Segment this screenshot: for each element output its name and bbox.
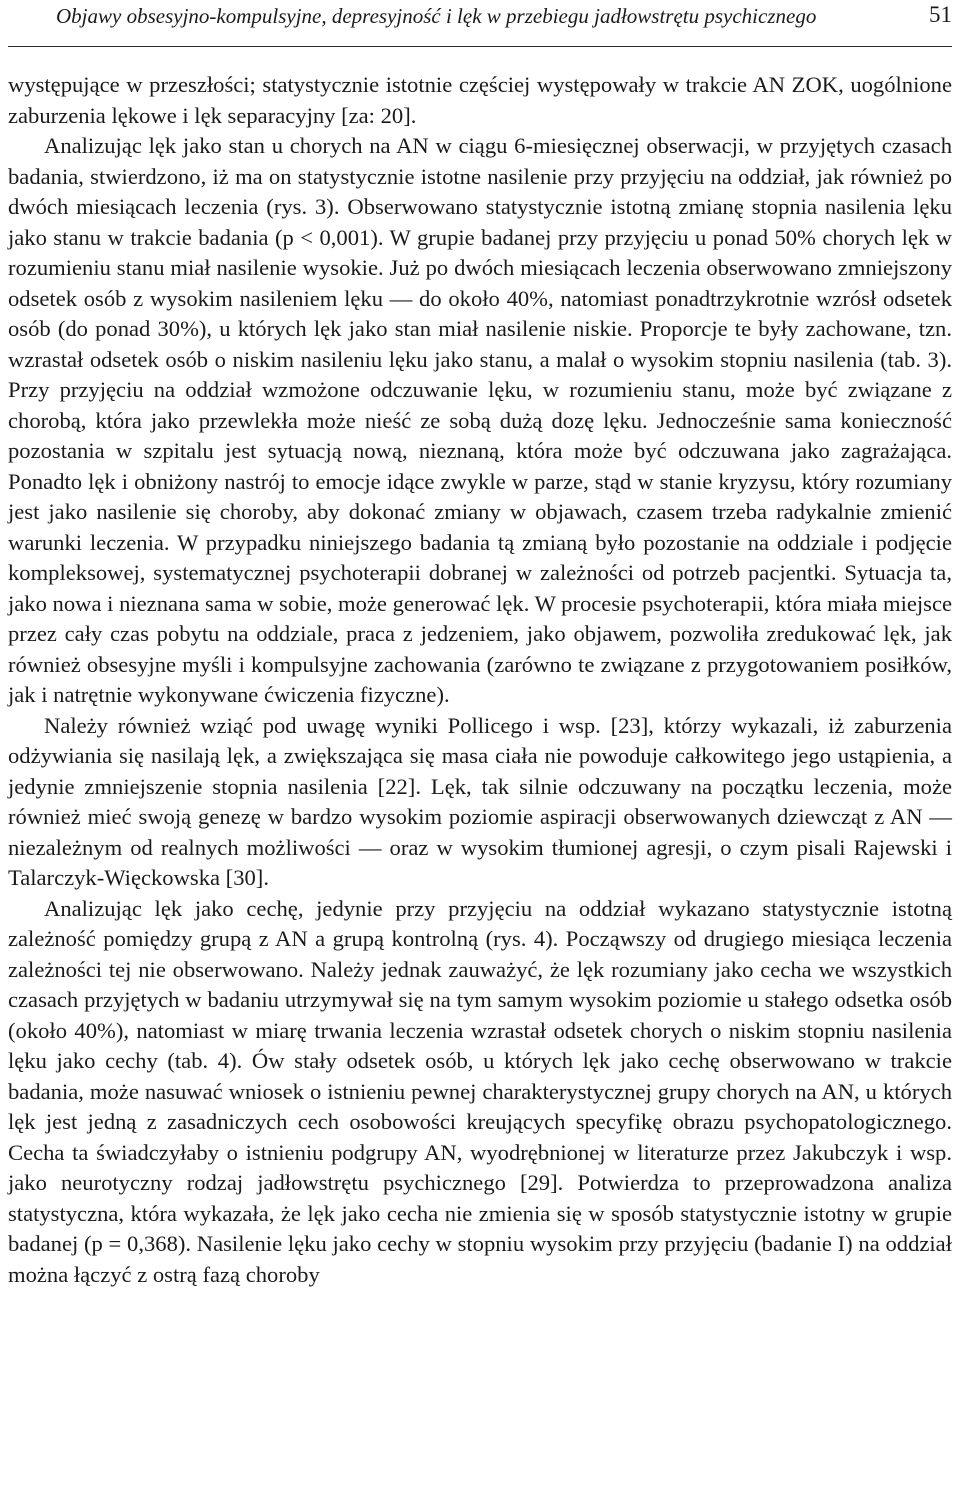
header-rule bbox=[8, 46, 952, 47]
running-header bbox=[8, 0, 952, 44]
paragraph-continued: występujące w przeszłości; statystycznie istotnie częściej występowały w trakcie AN ZOK, uogólnione zaburzenia lękowe i lęk separacyjny [za: 20]. bbox=[8, 72, 952, 128]
paragraph: Należy również wziąć pod uwagę wyniki Pollicego i wsp. [23], którzy wykazali, iż zaburzenia odżywiania się nasilają lęk, a zwiększająca się masa ciała nie powoduje całkowitego jego ustąpienia, a jedynie zmniejszenie stopnia nasilenia [22]. Lęk, tak silnie odczuwany na początku leczenia, może również mieć swoją genezę w bardzo wysokim poziomie aspiracji obserwowanych dziewcząt z AN — niezależnym od realnych możliwości — oraz w wysokim tłumionej agresji, o czym pisali Rajewski i Talarczyk-Więckowska [30]. bbox=[8, 712, 952, 890]
body-text bbox=[8, 70, 952, 1290]
running-header-title: Objawy obsesyjno-kompulsyjne, depresyjność i lęk w przebiegu jadłowstrętu psychicznego bbox=[56, 4, 817, 28]
paragraph: Analizując lęk jako stan u chorych na AN w ciągu 6-miesięcznej obserwacji, w przyjętych czasach badania, stwierdzono, iż ma on statystycznie istotne nasilenie przy przyjęciu na oddział, jak również po dwóch miesiącach leczenia (rys. 3). Obserwowano statystycznie istotną zmianę stopnia nasilenia lęku jako stanu w trakcie badania (p < 0,001). W grupie badanej przy przyjęciu u ponad 50% chorych lęk w rozumieniu stanu miał nasilenie wysokie. Już po dwóch miesiącach leczenia obserwowano zmniejszony odsetek osób z wysokim nasileniem lęku — do około 40%, natomiast ponadtrzykrotnie wzrósł odsetek osób (do ponad 30%), u których lęk jako stan miał nasilenie niskie. Proporcje te były zachowane, tzn. wzrastał odsetek osób o niskim nasileniu lęku jako stanu, a malał o wysokim stopniu nasilenia (tab. 3). Przy przyjęciu na oddział wzmożone odczuwanie lęku, w rozumieniu stanu, może być związane z chorobą, która jako przewlekła może nieść ze sobą dużą dozę lęku. Jednocześnie sama konieczność pozostania w szpitalu jest sytuacją nową, nieznaną, która może być odczuwana jako zagrażająca. Ponadto lęk i obniżony nastrój to emocje idące zwykle w parze, stąd w stanie kryzysu, który rozumiany jest jako nasilenie się choroby, aby dokonać zmiany w objawach, czasem trzeba radykalnie zmienić warunki leczenia. W przypadku niniejszego badania tą zmianą było pozostanie na oddziale i podjęcie kompleksowej, systematycznej psychoterapii dobranej w zależności od potrzeb pacjentki. Sytuacja ta, jako nowa i nieznana sama w sobie, może generować lęk. W procesie psychoterapii, która miała miejsce przez cały czas pobytu na oddziale, praca z jedzeniem, jako objawem, pozwoliła zredukować lęk, jak również obsesyjne myśli i kompulsyjne zachowania (zarówno te związane z przygotowaniem posiłków, jak i natrętnie wykonywane ćwiczenia fizyczne). bbox=[8, 133, 952, 707]
page-number: 51 bbox=[929, 2, 952, 27]
paragraph: Analizując lęk jako cechę, jedynie przy przyjęciu na oddział wykazano statystycznie istotną zależność pomiędzy grupą z AN a grupą kontrolną (rys. 4). Począwszy od drugiego miesiąca leczenia zależności tej nie obserwowano. Należy jednak zauważyć, że lęk rozumiany jako cecha we wszystkich czasach przyjętych w badaniu utrzymywał się na tym samym wysokim poziomie u stałego odsetka osób (około 40%), natomiast w miarę trwania leczenia wzrastał odsetek chorych o niskim stopniu nasilenia lęku jako cechy (tab. 4). Ów stały odsetek osób, u których lęk jako cechę obserwowano w trakcie badania, może nasuwać wniosek o istnieniu pewnej charakterystycznej grupy chorych na AN, u których lęk jest jedną z zasadniczych cech osobowości kreujących specyfikę obrazu psychopatologicznego. Cecha ta świadczyłaby o istnieniu podgrupy AN, wyodrębnionej w literaturze przez Jakubczyk i wsp. jako neurotyczny rodzaj jadłowstrętu psychicznego [29]. Potwierdza to przeprowadzona analiza statystyczna, która wykazała, że lęk jako cecha nie zmienia się w sposób statystycznie istotny w grupie badanej (p = 0,368). Nasilenie lęku jako cechy w stopniu wysokim przy przyjęciu (badanie I) na oddział można łączyć z ostrą fazą choroby bbox=[8, 895, 952, 1287]
